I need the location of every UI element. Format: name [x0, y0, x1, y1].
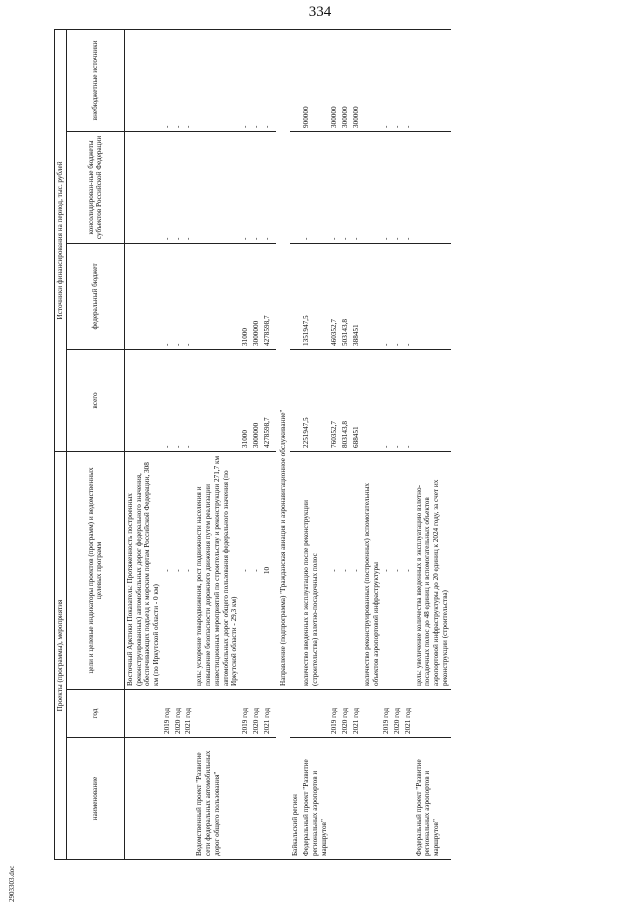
extra-cell: [194, 29, 240, 131]
name-cell: [240, 738, 251, 860]
extra-column-header: внебюджетные источники: [66, 29, 124, 131]
federal-cell: 3000000: [251, 243, 262, 349]
name-cell: [251, 738, 262, 860]
regional-cell: [362, 131, 382, 243]
total-cell: 688451: [351, 349, 362, 451]
total-cell: -: [392, 349, 403, 451]
table-row: [162, 29, 173, 859]
total-cell: 3000000: [251, 349, 262, 451]
federal-cell: 1351947,5: [301, 243, 329, 349]
federal-cell: [124, 243, 162, 349]
federal-cell: 388451: [351, 243, 362, 349]
table-row: [329, 29, 340, 859]
table-row: [381, 29, 392, 859]
total-cell: 803143,8: [340, 349, 351, 451]
year-cell: 2020 год: [251, 690, 262, 738]
goal-cell: -: [183, 451, 194, 689]
goal-cell: цель: ускорение товародвижения, рост подвижности населения и повышение безопасности дорожного движения путем реализации инвестиционных мероприятий по строительству и реконструкции 271,7 км автомобильных дорог общего пользования федерального значения (по Иркутской области - 29,3 км): [194, 451, 240, 689]
total-cell: -: [173, 349, 184, 451]
total-cell: 2251947,5: [301, 349, 329, 451]
year-cell: 2019 год: [329, 690, 340, 738]
projects-group-header: Проекты (программы), мероприятия: [55, 451, 67, 859]
federal-cell: 31000: [240, 243, 251, 349]
direction-row: [276, 29, 291, 859]
year-cell: 2019 год: [162, 690, 173, 738]
federal-cell: 4278598,7: [262, 243, 273, 349]
total-cell: [362, 349, 382, 451]
goal-cell: -: [251, 451, 262, 689]
regional-cell: -: [251, 131, 262, 243]
extra-cell: -: [240, 29, 251, 131]
total-cell: -: [381, 349, 392, 451]
federal-cell: -: [403, 243, 414, 349]
goal-cell: -: [240, 451, 251, 689]
extra-cell: -: [381, 29, 392, 131]
regional-cell: -: [329, 131, 340, 243]
total-cell: [124, 349, 162, 451]
name-column-header: наименование: [66, 738, 124, 860]
goal-cell: -: [340, 451, 351, 689]
regional-cell: -: [262, 131, 273, 243]
federal-cell: -: [183, 243, 194, 349]
regional-cell: -: [162, 131, 173, 243]
year-cell: 2021 год: [262, 690, 273, 738]
federal-cell: -: [381, 243, 392, 349]
name-cell: [392, 738, 403, 860]
table-row: [301, 29, 329, 859]
name-cell: [124, 738, 162, 860]
extra-cell: -: [262, 29, 273, 131]
goal-cell: -: [162, 451, 173, 689]
table-row: [414, 29, 451, 859]
extra-cell: [414, 29, 451, 131]
federal-cell: [290, 243, 301, 349]
total-cell: 4278598,7: [262, 349, 273, 451]
total-cell: -: [162, 349, 173, 451]
regional-cell: -: [403, 131, 414, 243]
regional-cell: -: [340, 131, 351, 243]
table-row: [362, 29, 382, 859]
regional-cell: [194, 131, 240, 243]
direction-spacer-cell: [276, 690, 291, 860]
regional-cell: -: [240, 131, 251, 243]
federal-cell: 503143,8: [340, 243, 351, 349]
document-id: 2903303.doc: [8, 865, 16, 902]
total-column-header: всего: [66, 349, 124, 451]
goal-cell: количество введенных в эксплуатацию после реконструкции (строительства) взлетно-посадочных полос: [301, 451, 329, 689]
extra-cell: -: [251, 29, 262, 131]
name-cell: [183, 738, 194, 860]
table-row: [124, 29, 162, 859]
total-cell: -: [403, 349, 414, 451]
federal-cell: [362, 243, 382, 349]
goal-cell: Восточный Арктики Показатель: Протяженность построенных (реконструированных) автомобильных дорог федерального значения, обеспечивающих подъезд к морским портам Российской Федерации, 308 км (по Иркутской области - 0 км): [124, 451, 162, 689]
regional-cell: -: [392, 131, 403, 243]
table-header: [55, 29, 125, 859]
regional-column-header: консолидирован-ные бюджеты субъектов Российской Федерации: [66, 131, 124, 243]
extra-cell: 300000: [340, 29, 351, 131]
table-row: [240, 29, 251, 859]
total-cell: [290, 349, 301, 451]
extra-cell: [124, 29, 162, 131]
extra-cell: -: [162, 29, 173, 131]
year-cell: 2019 год: [381, 690, 392, 738]
goal-cell: -: [329, 451, 340, 689]
table-row: [173, 29, 184, 859]
year-cell: 2020 год: [340, 690, 351, 738]
name-cell: Байкальский регион: [290, 738, 301, 860]
year-cell: 2021 год: [351, 690, 362, 738]
federal-cell: -: [173, 243, 184, 349]
extra-cell: 900000: [301, 29, 329, 131]
extra-cell: -: [392, 29, 403, 131]
year-cell: 2020 год: [392, 690, 403, 738]
year-cell: 2021 год: [183, 690, 194, 738]
year-cell: 2019 год: [240, 690, 251, 738]
total-cell: 760352,7: [329, 349, 340, 451]
federal-cell: -: [162, 243, 173, 349]
regional-cell: -: [351, 131, 362, 243]
funding-group-header: Источники финансирования на период, тыс. рублей: [55, 29, 67, 451]
table-row: [262, 29, 273, 859]
table-row: [392, 29, 403, 859]
year-cell: [290, 690, 301, 738]
extra-cell: 300000: [329, 29, 340, 131]
name-cell: [351, 738, 362, 860]
name-cell: Федеральный проект "Развитие региональных аэропортов и маршрутов": [301, 738, 329, 860]
table-row: [194, 29, 240, 859]
federal-cell: [194, 243, 240, 349]
year-column-header: год: [66, 690, 124, 738]
name-cell: [262, 738, 273, 860]
name-cell: Федеральный проект "Развитие региональных аэропортов и маршрутов": [414, 738, 451, 860]
name-cell: [340, 738, 351, 860]
table-row: [340, 29, 351, 859]
table-row: [290, 29, 301, 859]
extra-cell: -: [183, 29, 194, 131]
regional-cell: [124, 131, 162, 243]
table-row: [183, 29, 194, 859]
extra-cell: -: [173, 29, 184, 131]
extra-cell: [290, 29, 301, 131]
rotated-table-container: [54, 30, 634, 860]
name-cell: [362, 738, 382, 860]
year-cell: [301, 690, 329, 738]
federal-column-header: федеральный бюджет: [66, 243, 124, 349]
goal-cell: 10: [262, 451, 273, 689]
regional-cell: -: [301, 131, 329, 243]
goal-cell: -: [351, 451, 362, 689]
name-cell: Ведомственный проект "Развитие сети федеральных автомобильных дорог общего пользования": [194, 738, 240, 860]
goals-column-header: цели и целевые индикаторы проектов (программ) и ведомственных целевых программ: [66, 451, 124, 689]
extra-cell: -: [403, 29, 414, 131]
goal-cell: цель: увеличение количества введенных в эксплуатацию взлетно-посадочных полос до 48 единиц и вспомогательных объектов аэропортовой инфраструктуры до 20 единиц к 2024 году, за счет их реконструкции (строительства): [414, 451, 451, 689]
table-row: [403, 29, 414, 859]
goal-cell: -: [392, 451, 403, 689]
regional-cell: -: [183, 131, 194, 243]
total-cell: [414, 349, 451, 451]
extra-cell: 300000: [351, 29, 362, 131]
funding-table: [54, 29, 451, 860]
federal-cell: [414, 243, 451, 349]
goal-cell: -: [173, 451, 184, 689]
direction-title: Направление (подпрограмма) "Гражданская авиация и аэронавигационное обслуживание": [276, 29, 291, 689]
year-cell: [414, 690, 451, 738]
table-body: [124, 29, 451, 859]
total-cell: [194, 349, 240, 451]
year-cell: [194, 690, 240, 738]
year-cell: [362, 690, 382, 738]
regional-cell: -: [381, 131, 392, 243]
name-cell: [173, 738, 184, 860]
name-cell: [329, 738, 340, 860]
federal-cell: 460352,7: [329, 243, 340, 349]
goal-cell: количество реконструированных (построенных) вспомогательных объектов аэропортовой инфраструктуры: [362, 451, 382, 689]
goal-cell: -: [403, 451, 414, 689]
goal-cell: [290, 451, 301, 689]
federal-cell: -: [392, 243, 403, 349]
page-number: 334: [308, 4, 332, 20]
total-cell: 31000: [240, 349, 251, 451]
regional-cell: [414, 131, 451, 243]
year-cell: 2021 год: [403, 690, 414, 738]
table-row: [251, 29, 262, 859]
extra-cell: [362, 29, 382, 131]
total-cell: -: [183, 349, 194, 451]
table-row: [351, 29, 362, 859]
regional-cell: [290, 131, 301, 243]
regional-cell: -: [173, 131, 184, 243]
name-cell: [381, 738, 392, 860]
name-cell: [162, 738, 173, 860]
year-cell: 2020 год: [173, 690, 184, 738]
goal-cell: -: [381, 451, 392, 689]
name-cell: [403, 738, 414, 860]
year-cell: [124, 690, 162, 738]
